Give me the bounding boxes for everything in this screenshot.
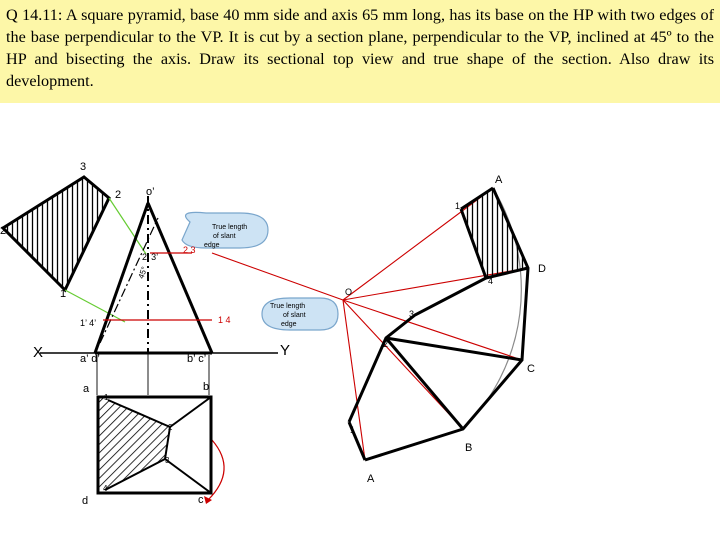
label-b-prime-c-prime: b’ c’ — [187, 353, 207, 365]
label-top-4: 4 — [103, 484, 108, 493]
label-top-b: b — [203, 381, 210, 393]
label-o-prime: o’ — [146, 186, 155, 198]
question-text: Q 14.11: A square pyramid, base 40 mm side and axis 65 mm long, has its base on the HP with two edges of the base perpendicular to the VP. It is cut by a section plane, perpendicular to the VP, inclined at 45º to the HP and bisecting the axis. Draw its sectional top view and true shape of the section. Also draw its development. — [0, 0, 720, 103]
top-view-diagonal-b — [170, 397, 211, 427]
label-red-1-4: 1 4 — [218, 315, 231, 325]
label-true-shape-2-right: 2 — [115, 189, 122, 201]
label-top-a: a — [83, 383, 90, 395]
label-x: X — [33, 344, 44, 361]
label-dev-1-top: 1 — [455, 201, 461, 211]
label-top-c: c — [198, 494, 204, 506]
label-dev-A-top: A — [495, 174, 503, 186]
section-plane-line — [100, 218, 158, 343]
label-1-prime-4-prime: 1’ 4’ — [80, 318, 97, 328]
callout-lower — [262, 298, 338, 330]
label-true-shape-3: 3 — [80, 161, 87, 173]
label-top-3: 3 — [165, 456, 170, 465]
true-shape-polygon — [3, 177, 109, 290]
label-dev-3: 3 — [409, 309, 415, 319]
label-dev-A-bottom: A — [367, 473, 375, 485]
label-top-2: 2 — [168, 423, 173, 432]
label-dev-C: C — [527, 363, 535, 375]
dev-section-line — [349, 209, 486, 422]
callout-upper-line1: True length — [212, 224, 248, 231]
red-extension-line — [212, 253, 343, 300]
label-a-prime-d-prime: a’ d’ — [80, 353, 100, 365]
label-red-2-3: 2 3 — [183, 245, 196, 255]
true-shape-section — [3, 177, 146, 322]
dev-fold-B — [386, 338, 463, 429]
label-top-d: d — [82, 495, 89, 507]
callout-lower-line2: of slant — [283, 312, 306, 319]
label-dev-1-bottom: 1 — [350, 425, 356, 435]
top-view-diagonal-c — [165, 459, 211, 493]
dev-construction-O-C — [343, 300, 522, 360]
label-dev-D: D — [538, 263, 546, 275]
label-y: Y — [280, 342, 291, 359]
label-2-prime-3-prime: 2’ 3’ — [142, 252, 159, 262]
callout-upper-line3: edge — [204, 242, 220, 249]
label-true-shape-1: 1 — [60, 288, 67, 300]
callout-lower-line1: True length — [270, 303, 306, 310]
label-dev-2: 2 — [383, 339, 389, 349]
callout-upper — [182, 212, 268, 249]
callout-lower-line3: edge — [281, 321, 297, 328]
label-dev-B: B — [465, 442, 473, 454]
label-true-shape-2-left: 2 — [0, 225, 7, 237]
label-section-angle: 45° — [136, 265, 150, 280]
label-top-1: 1 — [104, 393, 109, 402]
label-dev-4: 4 — [488, 276, 494, 286]
dev-fold-C — [386, 338, 522, 360]
callout-upper-line2: of slant — [213, 233, 236, 240]
top-view — [98, 397, 211, 493]
label-dev-O: O — [345, 287, 353, 297]
